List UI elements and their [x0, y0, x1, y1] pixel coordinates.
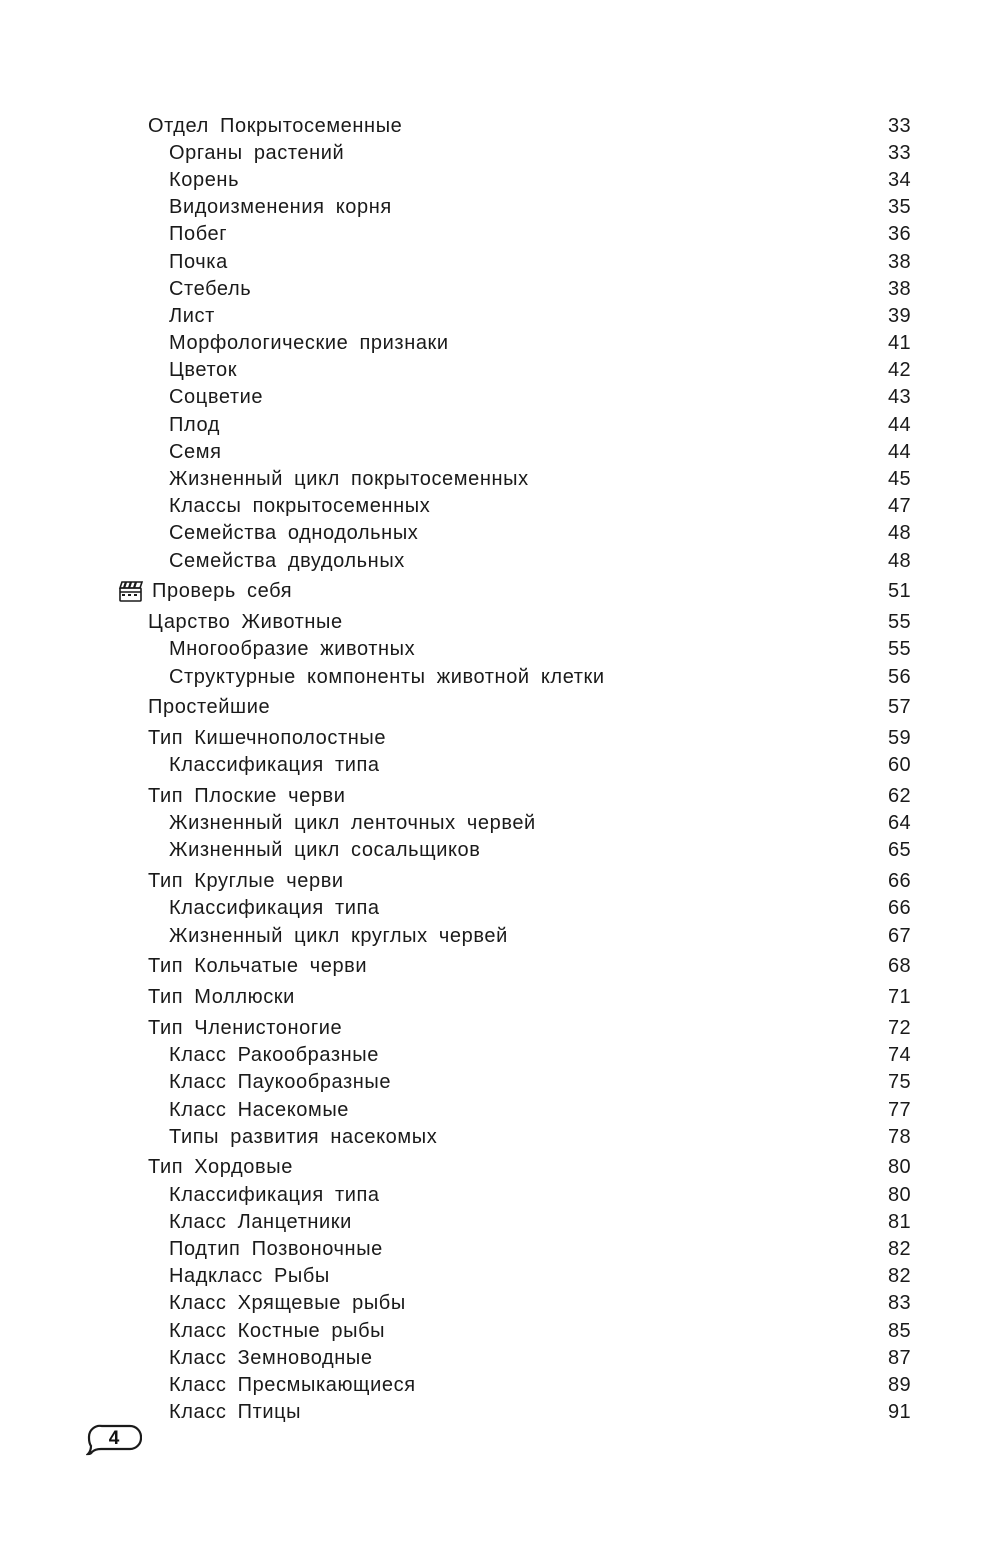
toc-entry: [0, 810, 1000, 837]
toc-entry-title: Тип Кольчатые черви: [148, 955, 368, 978]
toc-entry-title: Класс Пресмыкающиеся: [169, 1373, 416, 1396]
dot-leader: [348, 871, 869, 891]
toc-entry-page-number: 67: [887, 924, 911, 947]
dot-leader: [243, 170, 869, 190]
dot-leader: [356, 1212, 869, 1232]
toc-entry-title: Проверь себя: [152, 580, 293, 603]
toc-entry-title-wrap: [0, 279, 251, 299]
toc-entry-page-number: 81: [887, 1210, 911, 1233]
toc-entry: [0, 782, 1000, 809]
dot-leader: [395, 1072, 869, 1092]
toc-entry-page-number: 33: [887, 141, 911, 164]
toc-entry-title-wrap: [0, 697, 270, 717]
dot-leader: [241, 360, 869, 380]
dot-leader: [384, 898, 869, 918]
toc-entry-title-wrap: [0, 612, 343, 632]
toc-entry-page-number: 89: [887, 1373, 911, 1396]
toc-entry-title-wrap: [0, 813, 536, 833]
toc-entry: [0, 493, 1000, 520]
toc-entry-title: Класс Ланцетники: [169, 1210, 352, 1233]
dot-leader: [371, 956, 869, 976]
toc-entry-title-wrap: [0, 143, 344, 163]
toc-entry-page-number: 45: [887, 468, 911, 491]
toc-entry: [0, 194, 1000, 221]
toc-entry-title-wrap: [0, 956, 367, 976]
toc-entry-title: Видоизменения корня: [169, 196, 392, 219]
toc-entry-title: Классификация типа: [169, 1183, 380, 1206]
toc-entry-page-number: 55: [887, 638, 911, 661]
toc-entry: [0, 357, 1000, 384]
dot-leader: [334, 1266, 869, 1286]
toc-entry-title: Класс Паукообразные: [169, 1071, 392, 1094]
toc-entry-title-wrap: [0, 387, 263, 407]
toc-entry-title: Стебель: [169, 277, 252, 300]
dot-leader: [387, 1239, 869, 1259]
toc-entry-title-wrap: [0, 252, 228, 272]
toc-entry-page-number: 42: [887, 359, 911, 382]
toc-entry-title-wrap: [0, 197, 392, 217]
toc-entry-title-wrap: [0, 1100, 349, 1120]
toc-entry-title-wrap: [0, 360, 237, 380]
toc-entry-title: Лист: [169, 304, 215, 327]
toc-entry-page-number: 38: [887, 277, 911, 300]
toc-entry: [0, 438, 1000, 465]
toc-entry-title: Классификация типа: [169, 897, 380, 920]
toc-entry: [0, 1096, 1000, 1123]
toc-entry: [0, 302, 1000, 329]
toc-entry-title-wrap: [0, 224, 227, 244]
toc-entry-title: Семейства двудольных: [169, 549, 405, 572]
toc-entry: [0, 166, 1000, 193]
dot-leader: [441, 1127, 869, 1147]
toc-entry-title-wrap: [0, 871, 344, 891]
toc-entry-page-number: 48: [887, 522, 911, 545]
toc-entry: [0, 520, 1000, 547]
dot-leader: [346, 1018, 869, 1038]
dot-leader: [274, 697, 869, 717]
toc-entry-page-number: 82: [887, 1265, 911, 1288]
dot-leader: [453, 333, 869, 353]
toc-entry-title-wrap: [0, 1212, 352, 1232]
toc-entry-title: Царство Животные: [148, 611, 343, 634]
toc-entry-title-wrap: [0, 926, 508, 946]
toc-entry: [0, 1208, 1000, 1235]
toc-entry-page-number: 83: [887, 1292, 911, 1315]
toc-entry-title-wrap: [0, 1402, 301, 1422]
toc-entry-title-wrap: [0, 1321, 385, 1341]
toc-entry-page-number: 77: [887, 1098, 911, 1121]
dot-leader: [540, 813, 869, 833]
toc-entry-page-number: 33: [887, 114, 911, 137]
toc-entry-title: Семя: [169, 440, 222, 463]
dot-leader: [224, 415, 869, 435]
toc-entry-page-number: 64: [887, 812, 911, 835]
toc-entry-title-wrap: [0, 755, 380, 775]
toc-entry-title-wrap: [0, 333, 449, 353]
toc-entry: [0, 1154, 1000, 1181]
toc-entry: [0, 636, 1000, 663]
dot-leader: [226, 442, 869, 462]
toc-entry-page-number: 57: [887, 696, 911, 719]
toc-entry: [0, 465, 1000, 492]
toc-entry-page-number: 51: [887, 580, 911, 603]
toc-entry-title: Побег: [169, 223, 228, 246]
toc-entry-title-wrap: [0, 1266, 330, 1286]
toc-entry-title-wrap: [0, 728, 386, 748]
toc-entry: [0, 609, 1000, 636]
toc-entry-page-number: 85: [887, 1319, 911, 1342]
dot-leader: [384, 1185, 869, 1205]
toc-entry-title: Органы растений: [169, 141, 345, 164]
toc-entry-title: Жизненный цикл сосальщиков: [169, 839, 481, 862]
toc-entry: [0, 694, 1000, 721]
dot-leader: [353, 1100, 869, 1120]
toc-entry-title: Класс Ракообразные: [169, 1044, 380, 1067]
dot-leader: [396, 197, 869, 217]
toc-entry-title-wrap: [0, 523, 418, 543]
toc-entry-title-wrap: [0, 1018, 342, 1038]
dot-leader: [410, 1293, 869, 1313]
toc-entry-title: Жизненный цикл ленточных червей: [169, 812, 536, 835]
toc-entry-page-number: 66: [887, 870, 911, 893]
toc-entry-title: Класс Земноводные: [169, 1346, 373, 1369]
dot-leader: [384, 755, 869, 775]
dot-leader: [390, 728, 869, 748]
toc-entry-title-wrap: [0, 496, 430, 516]
toc-entry-title: Класс Хрящевые рыбы: [169, 1292, 406, 1315]
toc-entry-title-wrap: [0, 306, 215, 326]
dot-leader: [350, 786, 869, 806]
toc-entry: [0, 578, 1000, 605]
dot-leader: [267, 387, 869, 407]
toc-entry-title: Семейства однодольных: [169, 522, 419, 545]
toc-entry-title: Тип Хордовые: [148, 1156, 293, 1179]
toc-entry-title-wrap: [0, 639, 415, 659]
toc-entry-title: Класс Насекомые: [169, 1098, 350, 1121]
toc-entry-title: Тип Членистоногие: [148, 1016, 343, 1039]
toc-entry-title-wrap: [0, 579, 292, 603]
dot-leader: [512, 926, 869, 946]
toc-entry-page-number: 56: [887, 665, 911, 688]
toc-entry-title: Классы покрытосеменных: [169, 495, 431, 518]
toc-entry: [0, 953, 1000, 980]
toc-entry: [0, 868, 1000, 895]
toc-entry: [0, 1290, 1000, 1317]
toc-entry: [0, 725, 1000, 752]
toc-entry: [0, 1399, 1000, 1426]
toc-entry-title: Типы развития насекомых: [169, 1125, 438, 1148]
dot-leader: [347, 612, 869, 632]
toc-entry-title: Подтип Позвоночные: [169, 1238, 383, 1261]
toc-entry-title: Цветок: [169, 359, 238, 382]
toc-entry-title: Отдел Покрытосеменные: [148, 114, 403, 137]
toc-entry: [0, 1263, 1000, 1290]
toc-entry-title: Класс Костные рыбы: [169, 1319, 386, 1342]
toc-entry-title: Тип Кишечнополостные: [148, 727, 387, 750]
toc-entry-title: Корень: [169, 168, 240, 191]
toc-entry: [0, 1069, 1000, 1096]
toc-entry: [0, 1014, 1000, 1041]
toc-entry-title-wrap: [0, 1185, 380, 1205]
toc-entry-title: Морфологические признаки: [169, 332, 449, 355]
toc-entry-title: Структурные компоненты животной клетки: [169, 665, 605, 688]
toc-entry-page-number: 75: [887, 1071, 911, 1094]
dot-leader: [409, 551, 869, 571]
toc-entry-page-number: 47: [887, 495, 911, 518]
dot-leader: [231, 224, 869, 244]
dot-leader: [389, 1321, 869, 1341]
toc-entry-title-wrap: [0, 1072, 391, 1092]
toc-entry: [0, 112, 1000, 139]
toc-entry-page-number: 35: [887, 196, 911, 219]
toc-entry-title-wrap: [0, 442, 222, 462]
toc-entry: [0, 895, 1000, 922]
dot-leader: [377, 1348, 869, 1368]
toc-entry-page-number: 82: [887, 1238, 911, 1261]
dot-leader: [348, 143, 869, 163]
toc-entry: [0, 411, 1000, 438]
toc-entry: [0, 547, 1000, 574]
toc-entry-page-number: 66: [887, 897, 911, 920]
page-number: 4: [108, 1428, 120, 1449]
toc-entry: [0, 922, 1000, 949]
dot-leader: [422, 523, 869, 543]
toc-entry-page-number: 34: [887, 168, 911, 191]
toc-entry: [0, 221, 1000, 248]
toc-entry-title-wrap: [0, 1375, 416, 1395]
toc-entry-title-wrap: [0, 469, 529, 489]
toc-entry-title-wrap: [0, 1239, 383, 1259]
toc-entry-title-wrap: [0, 1127, 437, 1147]
toc-entry-page-number: 78: [887, 1125, 911, 1148]
toc-entry-title-wrap: [0, 1045, 379, 1065]
toc-entry-title-wrap: [0, 1293, 406, 1313]
toc-entry-page-number: 91: [887, 1401, 911, 1424]
toc-entry: [0, 663, 1000, 690]
toc-entry-page-number: 80: [887, 1183, 911, 1206]
toc-entry: [0, 384, 1000, 411]
dot-leader: [434, 496, 869, 516]
toc-entry-page-number: 68: [887, 955, 911, 978]
dot-leader: [255, 279, 869, 299]
toc-entry-title-wrap: [0, 987, 295, 1007]
toc-entry-page-number: 38: [887, 250, 911, 273]
toc-entry: [0, 1042, 1000, 1069]
dot-leader: [420, 1375, 869, 1395]
dot-leader: [219, 306, 869, 326]
table-of-contents: [0, 112, 1000, 1426]
toc-entry-title: Соцветие: [169, 386, 264, 409]
dot-leader: [609, 667, 869, 687]
toc-entry-page-number: 59: [887, 727, 911, 750]
toc-entry-title: Многообразие животных: [169, 638, 416, 661]
toc-entry-title: Простейшие: [148, 696, 271, 719]
toc-entry: [0, 248, 1000, 275]
toc-entry: [0, 752, 1000, 779]
toc-entry-page-number: 74: [887, 1044, 911, 1067]
dot-leader: [485, 840, 869, 860]
toc-entry-page-number: 43: [887, 386, 911, 409]
toc-entry-title: Плод: [169, 413, 221, 436]
toc-entry: [0, 275, 1000, 302]
dot-leader: [232, 252, 869, 272]
dot-leader: [406, 116, 869, 136]
dot-leader: [297, 1157, 869, 1177]
toc-entry-title-wrap: [0, 551, 405, 571]
toc-entry-title: Надкласс Рыбы: [169, 1265, 330, 1288]
toc-entry-title: Классификация типа: [169, 754, 380, 777]
toc-entry-title-wrap: [0, 415, 220, 435]
toc-entry: [0, 984, 1000, 1011]
toc-entry-title-wrap: [0, 898, 380, 918]
toc-entry-page-number: 60: [887, 754, 911, 777]
toc-entry-title-wrap: [0, 667, 605, 687]
toc-entry: [0, 1235, 1000, 1262]
dot-leader: [533, 469, 869, 489]
toc-entry-title: Тип Моллюски: [148, 986, 295, 1009]
toc-entry-title: Класс Птицы: [169, 1401, 302, 1424]
toc-entry-title-wrap: [0, 116, 402, 136]
toc-entry: [0, 837, 1000, 864]
toc-entry-page-number: 71: [887, 986, 911, 1009]
toc-entry-page-number: 55: [887, 611, 911, 634]
toc-entry-page-number: 36: [887, 223, 911, 246]
toc-entry: [0, 1371, 1000, 1398]
toc-entry-page-number: 48: [887, 549, 911, 572]
toc-entry-page-number: 65: [887, 839, 911, 862]
toc-entry-title: Жизненный цикл покрытосеменных: [169, 468, 529, 491]
toc-entry-title: Жизненный цикл круглых червей: [169, 924, 508, 947]
toc-entry-title: Тип Круглые черви: [148, 870, 344, 893]
toc-entry-title-wrap: [0, 786, 346, 806]
toc-entry: [0, 1123, 1000, 1150]
toc-entry-page-number: 44: [887, 413, 911, 436]
dot-leader: [296, 581, 869, 601]
toc-entry-page-number: 80: [887, 1156, 911, 1179]
dot-leader: [383, 1045, 869, 1065]
toc-entry-title-wrap: [0, 170, 239, 190]
toc-entry-page-number: 62: [887, 785, 911, 808]
toc-entry-page-number: 87: [887, 1346, 911, 1369]
toc-entry: [0, 139, 1000, 166]
toc-entry-title-wrap: [0, 1348, 373, 1368]
toc-entry-title: Почка: [169, 250, 228, 273]
clapperboard-icon: [118, 579, 144, 603]
dot-leader: [305, 1402, 869, 1422]
toc-entry: [0, 1181, 1000, 1208]
toc-entry: [0, 1317, 1000, 1344]
toc-entry-page-number: 39: [887, 304, 911, 327]
page-number-badge: [86, 1422, 142, 1456]
toc-entry-page-number: 72: [887, 1016, 911, 1039]
toc-entry-title: Тип Плоские черви: [148, 785, 346, 808]
dot-leader: [299, 987, 869, 1007]
toc-entry-page-number: 44: [887, 440, 911, 463]
toc-entry-page-number: 41: [887, 332, 911, 355]
toc-entry: [0, 1344, 1000, 1371]
dot-leader: [419, 639, 869, 659]
toc-entry: [0, 330, 1000, 357]
toc-entry-title-wrap: [0, 1157, 293, 1177]
toc-entry-title-wrap: [0, 840, 481, 860]
